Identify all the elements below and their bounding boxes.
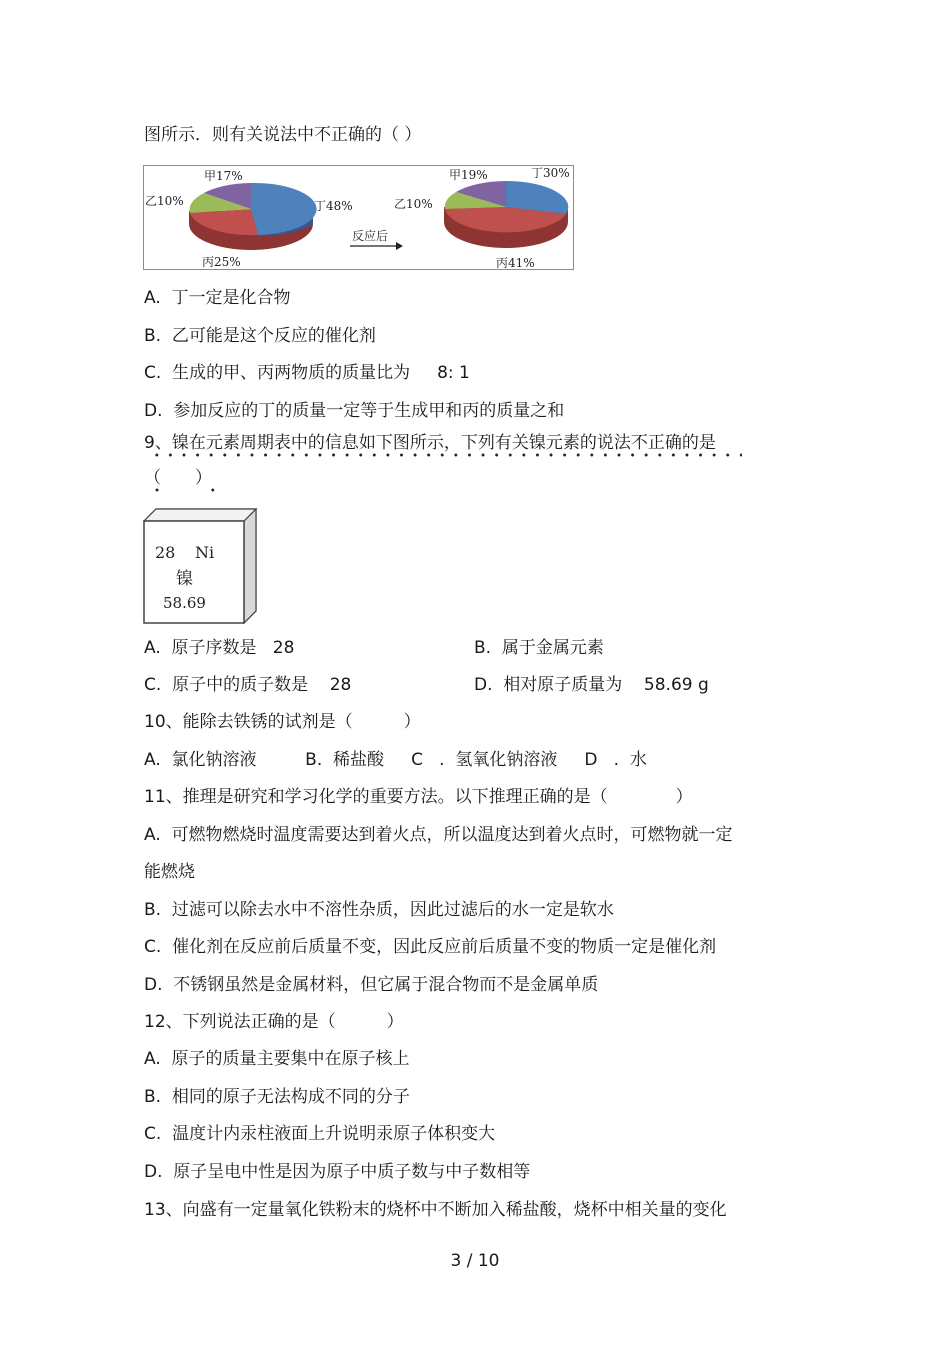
- q12-option-d: D. 原子呈电中性是因为原子中质子数与中子数相等: [144, 1162, 531, 1182]
- emphasis-dots-line2b: [206, 488, 216, 492]
- label-after-bing: 丙41%: [496, 256, 535, 270]
- q11-option-a: A. 可燃物燃烧时温度需要达到着火点，所以温度达到着火点时，可燃物就一定: [144, 825, 733, 845]
- q12-stem: 12、下列说法正确的是（ ）: [144, 1012, 404, 1032]
- pie-charts-svg: [144, 166, 575, 271]
- q8-option-b: B. 乙可能是这个反应的催化剂: [144, 326, 376, 346]
- label-after-ding: 丁30%: [531, 166, 570, 180]
- pie-after: [394, 166, 570, 270]
- nickel-cube-svg: [143, 508, 261, 626]
- q11-option-b: B. 过滤可以除去水中不溶性杂质，因此过滤后的水一定是软水: [144, 900, 614, 920]
- q11-option-a-cont: 能燃烧: [144, 862, 195, 882]
- q12-option-b: B. 相同的原子无法构成不同的分子: [144, 1087, 410, 1107]
- q10-options: A. 氯化钠溶液 B. 稀盐酸 C . 氢氧化钠溶液 D . 水: [144, 750, 647, 770]
- arrow-label: 反应后: [352, 229, 389, 243]
- emphasis-dots-line1: [150, 453, 742, 457]
- ni-atomic-mass: 58.69: [163, 594, 206, 612]
- q11-option-d: D. 不锈钢虽然是金属材料，但它属于混合物而不是金属单质: [144, 975, 599, 995]
- q9-option-a: A. 原子序数是 28: [144, 638, 295, 658]
- q9-option-d: D. 相对原子质量为 58.69 g: [474, 675, 709, 695]
- pie-before: [145, 169, 353, 269]
- emphasis-dots-line2a: [150, 488, 164, 492]
- q12-option-c: C. 温度计内汞柱液面上升说明汞原子体积变大: [144, 1124, 496, 1144]
- q9-option-c: C. 原子中的质子数是 28: [144, 675, 352, 695]
- q11-stem: 11、推理是研究和学习化学的重要方法。以下推理正确的是（ ）: [144, 787, 693, 807]
- ni-atomic-number: 28: [155, 543, 176, 562]
- label-before-bing: 丙25%: [202, 255, 241, 269]
- label-before-jia: 甲17%: [204, 169, 243, 183]
- q9-option-b: B. 属于金属元素: [474, 638, 604, 658]
- label-after-jia: 甲19%: [449, 168, 488, 182]
- label-before-ding: 丁48%: [314, 199, 353, 213]
- q9-stem-line1: 9、镍在元素周期表中的信息如下图所示，下列有关镍元素的说法不正确的是: [144, 433, 716, 453]
- ni-symbol: Ni: [195, 543, 215, 562]
- reaction-arrow: [350, 228, 403, 250]
- nickel-element-card: [143, 508, 261, 626]
- q11-option-c: C. 催化剂在反应前后质量不变，因此反应前后质量不变的物质一定是催化剂: [144, 937, 717, 957]
- q13-stem: 13、向盛有一定量氧化铁粉末的烧杯中不断加入稀盐酸，烧杯中相关量的变化: [144, 1200, 727, 1220]
- q8-stem: 图所示．则有关说法中不正确的（ ）: [144, 125, 422, 145]
- ni-name: 镍: [176, 569, 193, 589]
- page-number: 3 / 10: [450, 1251, 500, 1271]
- q12-option-a: A. 原子的质量主要集中在原子核上: [144, 1049, 410, 1069]
- q10-stem: 10、能除去铁锈的试剂是（ ）: [144, 712, 421, 732]
- q8-option-c: C. 生成的甲、丙两物质的质量比为 8: 1: [144, 363, 470, 383]
- label-after-yi: 乙10%: [394, 197, 433, 211]
- label-before-yi: 乙10%: [145, 194, 184, 208]
- q8-option-a: A. 丁一定是化合物: [144, 288, 291, 308]
- q9-stem-line2: （ ）: [144, 468, 212, 488]
- reaction-pie-figure: [143, 165, 574, 270]
- q8-option-d: D. 参加反应的丁的质量一定等于生成甲和丙的质量之和: [144, 401, 565, 421]
